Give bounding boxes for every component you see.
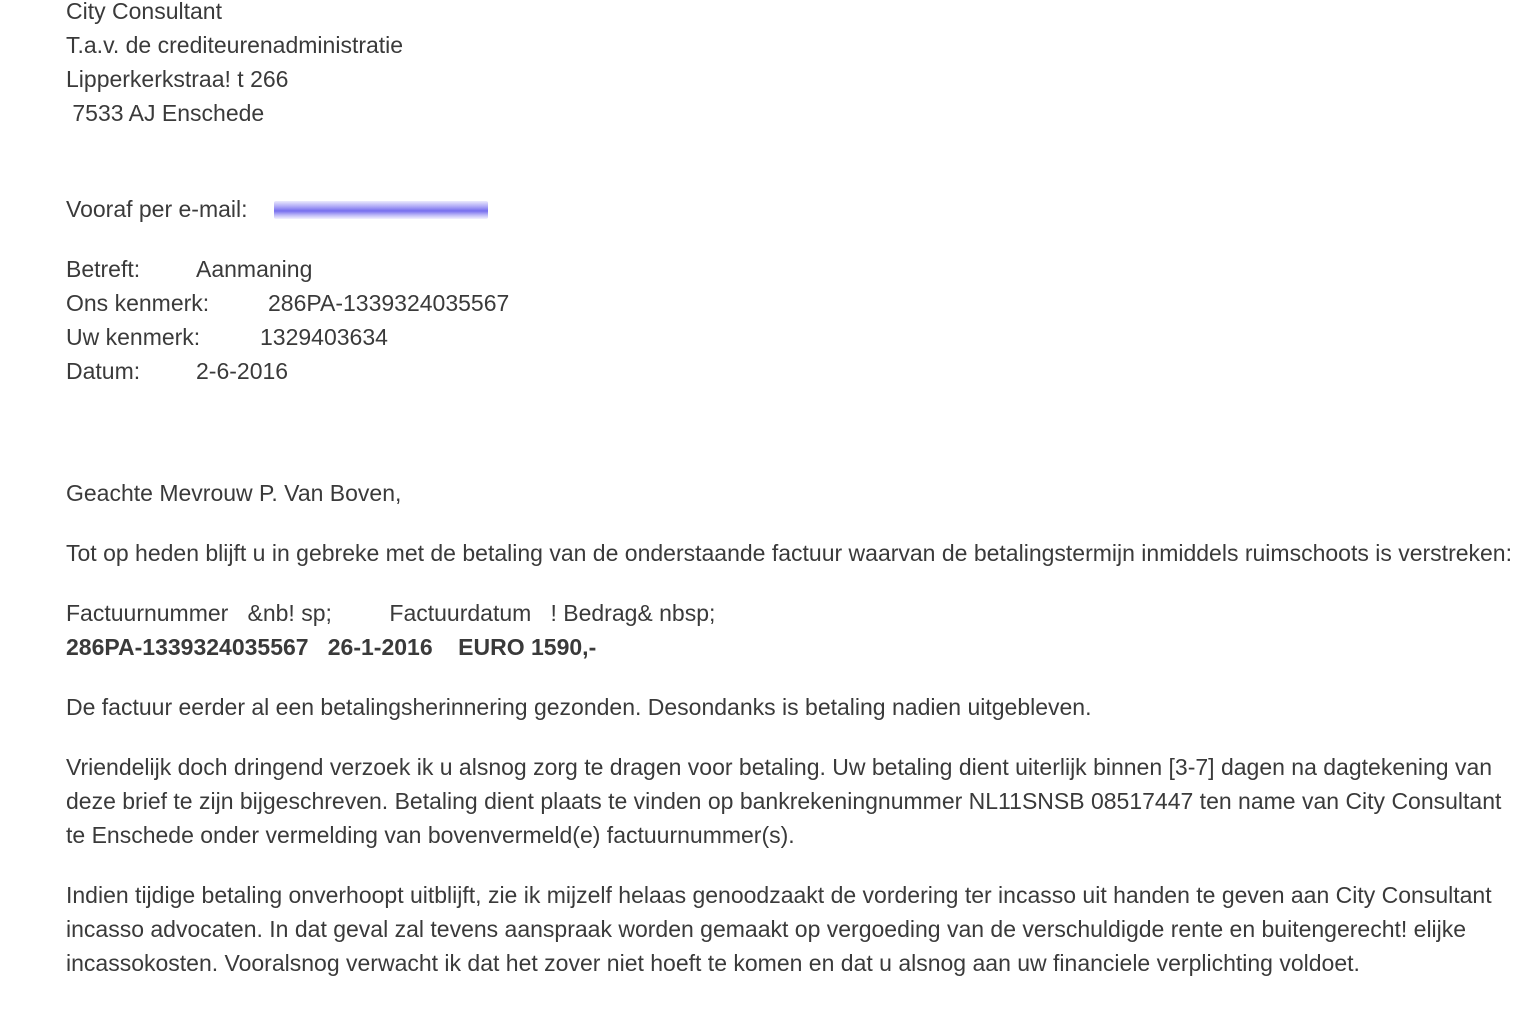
recipient-company: City Consultant	[66, 0, 222, 24]
letter-document	[66, 0, 1516, 980]
paragraph-collection-warning: Indien tijdige betaling onverhoopt uitblijft, zie ik mijzelf helaas genoodzaakt de vordering ter incasso uit handen te geven aan City Consultant incasso advocaten. In dat geval zal tevens aanspraak worden gemaakt op vergoeding van de verschuldigde rente en buitengerecht! elijke incassokosten. Vooralsnog verwacht ik dat het zover niet hoeft te komen en dat u alsnog aan uw financiele verplichting voldoet.	[66, 882, 1492, 976]
meta-your-ref	[66, 320, 1516, 354]
spacer	[66, 130, 1516, 192]
meta-date-label: Datum:	[66, 358, 141, 384]
invoice-number: 286PA-1339324035567	[66, 634, 309, 660]
spacer	[66, 852, 1516, 878]
recipient-address	[66, 0, 1516, 130]
email-label: Vooraf per e-mail:	[66, 196, 248, 222]
invoice-header: Factuurnummer &nb! sp; Factuurdatum ! Bedrag& nbsp;	[66, 600, 716, 626]
meta-subject-value: Aanmaning	[196, 256, 313, 282]
spacer	[66, 510, 1516, 536]
paragraph-reminder: De factuur eerder al een betalingsherinnering gezonden. Desondanks is betaling nadien uitgebleven.	[66, 694, 1092, 720]
spacer	[66, 388, 1516, 476]
spacer	[66, 724, 1516, 750]
spacer	[66, 664, 1516, 690]
meta-subject	[66, 252, 1516, 286]
invoice-date: 26-1-2016	[327, 634, 433, 660]
meta-your-ref-label: Uw kenmerk:	[66, 324, 201, 350]
recipient-city: 7533 AJ Enschede	[66, 100, 265, 126]
recipient-street: Lipperkerkstraa! t 266	[66, 66, 289, 92]
letter-meta	[66, 252, 1516, 388]
meta-our-ref	[66, 286, 1516, 320]
paragraph-overdue: Tot op heden blijft u in gebreke met de betaling van de onderstaande factuur waarvan de betalingstermijn inmiddels ruimschoots is verstreken:	[66, 540, 1512, 566]
salutation: Geachte Mevrouw P. Van Boven,	[66, 480, 402, 506]
meta-date	[66, 354, 1516, 388]
meta-our-ref-value: 286PA-1339324035567	[268, 290, 510, 316]
invoice-row	[66, 630, 1516, 664]
email-line	[66, 192, 1516, 226]
invoice-amount: EURO 1590,-	[458, 634, 597, 660]
meta-subject-label: Betreft:	[66, 256, 141, 282]
paragraph-payment-request: Vriendelijk doch dringend verzoek ik u alsnog zorg te dragen voor betaling. Uw betaling dient uiterlijk binnen [3-7] dagen na dagtekening van deze brief te zijn bijgeschreven. Betaling dient plaats te vinden op bankrekeningnummer NL11SNSB 08517447 ten name van City Consultant te Enschede onder vermelding van bovenvermeld(e) factuurnummer(s).	[66, 754, 1502, 848]
meta-your-ref-value: 1329403634	[260, 324, 388, 350]
meta-our-ref-label: Ons kenmerk:	[66, 290, 210, 316]
invoice-table	[66, 596, 1516, 664]
recipient-attention: T.a.v. de crediteurenadministratie	[66, 32, 404, 58]
redacted-email-mark	[274, 201, 488, 219]
spacer	[66, 570, 1516, 596]
spacer	[66, 226, 1516, 252]
meta-date-value: 2-6-2016	[196, 358, 289, 384]
